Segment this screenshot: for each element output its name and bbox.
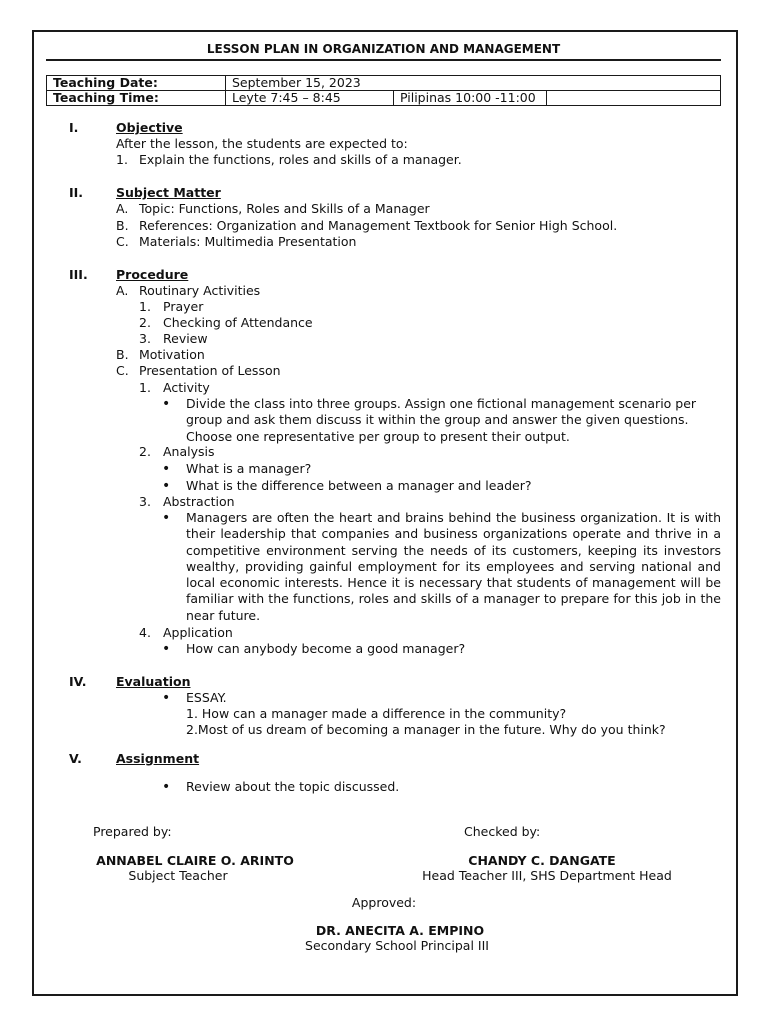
list-marker: 3. [139, 331, 151, 346]
section-number: II. [69, 185, 84, 200]
procedure-presentation: Presentation of Lesson [139, 363, 281, 378]
list-marker: 4. [139, 625, 151, 640]
approved-label: Approved: [351, 895, 417, 910]
assignment-item: Review about the topic discussed. [186, 779, 400, 794]
evaluation-essay: ESSAY. [186, 690, 227, 705]
procedure-review: Review [163, 331, 208, 346]
evaluation-question-2: 2.Most of us dream of becoming a manager in the future. Why do you think? [186, 722, 666, 737]
bullet: • [162, 690, 171, 706]
section-heading-procedure: Procedure [116, 267, 189, 282]
list-marker: 2. [139, 444, 151, 459]
list-marker: C. [116, 363, 129, 378]
list-marker: A. [116, 283, 129, 298]
teaching-time-empty-cell [547, 91, 721, 106]
checked-by-title: Head Teacher III, SHS Department Head [422, 868, 672, 883]
analysis-question-2: What is the difference between a manager and leader? [186, 478, 532, 493]
bullet: • [162, 396, 171, 412]
list-marker: 1. [139, 380, 151, 395]
teaching-time-label: Teaching Time: [47, 91, 226, 106]
teaching-date-label: Teaching Date: [47, 76, 226, 91]
section-heading-assignment: Assignment [116, 751, 200, 766]
bullet: • [162, 641, 171, 657]
section-heading-subject-matter: Subject Matter [116, 185, 221, 200]
list-marker: 1. [116, 152, 128, 167]
list-marker: 1. [139, 299, 151, 314]
activity-text: Divide the class into three groups. Assign one fictional management scenario per group and ask them discuss it within the group and answer the given questions. Choose one representative per group to present their output. [186, 396, 697, 444]
section-number: IV. [69, 674, 87, 689]
prepared-by-title: Subject Teacher [128, 868, 228, 883]
approved-name: DR. ANECITA A. EMPINO [315, 923, 485, 938]
teaching-date-value: September 15, 2023 [226, 76, 721, 91]
section-number: I. [69, 120, 79, 135]
bullet: • [162, 461, 171, 477]
list-marker: C. [116, 234, 129, 249]
bullet: • [162, 779, 171, 795]
procedure-prayer: Prayer [163, 299, 204, 314]
objective-item: Explain the functions, roles and skills of a manager. [139, 152, 462, 167]
subject-topic: Topic: Functions, Roles and Skills of a Manager [139, 201, 430, 216]
teaching-time-leyte: Leyte 7:45 – 8:45 [226, 91, 394, 106]
bullet: • [162, 478, 171, 494]
evaluation-question-1: 1. How can a manager made a difference in the community? [186, 706, 567, 721]
bullet: • [162, 510, 171, 526]
list-marker: 2. [139, 315, 151, 330]
list-marker: 3. [139, 494, 151, 509]
teaching-time-row [47, 91, 721, 106]
section-heading-objective: Objective [116, 120, 183, 135]
procedure-application: Application [163, 625, 233, 640]
teaching-time-pilipinas: Pilipinas 10:00 -11:00 [394, 91, 547, 106]
checked-by-label: Checked by: [464, 824, 541, 839]
checked-by-name: CHANDY C. DANGATE [468, 853, 616, 868]
procedure-activity: Activity [163, 380, 210, 395]
document-title: LESSON PLAN IN ORGANIZATION AND MANAGEMENT [46, 42, 721, 61]
subject-materials: Materials: Multimedia Presentation [139, 234, 357, 249]
procedure-abstraction: Abstraction [163, 494, 235, 509]
analysis-question-1: What is a manager? [186, 461, 312, 476]
list-marker: A. [116, 201, 129, 216]
application-question: How can anybody become a good manager? [186, 641, 466, 656]
procedure-attendance: Checking of Attendance [163, 315, 313, 330]
section-number: V. [69, 751, 82, 766]
list-marker: B. [116, 347, 129, 362]
prepared-by-label: Prepared by: [93, 824, 172, 839]
subject-references: References: Organization and Management Textbook for Senior High School. [139, 218, 618, 233]
objective-intro: After the lesson, the students are expected to: [116, 136, 408, 151]
procedure-routinary: Routinary Activities [139, 283, 261, 298]
list-marker: B. [116, 218, 129, 233]
procedure-analysis: Analysis [163, 444, 215, 459]
teaching-info-table [46, 75, 721, 106]
procedure-motivation: Motivation [139, 347, 205, 362]
teaching-date-row [47, 76, 721, 91]
section-number: III. [69, 267, 88, 282]
abstraction-text: Managers are often the heart and brains behind the business organization. It is with their leadership that companies and business organizations operate and thrive in a competitive environment serving the needs of its customers, keeping its investors wealthy, providing gainful employment for its employees and serving national and local economic interests. Hence it is necessary that students of management will be familiar with the functions, roles and skills of a manager to prepare for this job in the near future. [186, 510, 721, 623]
section-heading-evaluation: Evaluation [116, 674, 191, 689]
approved-title: Secondary School Principal III [305, 938, 489, 953]
prepared-by-name: ANNABEL CLAIRE O. ARINTO [96, 853, 294, 868]
